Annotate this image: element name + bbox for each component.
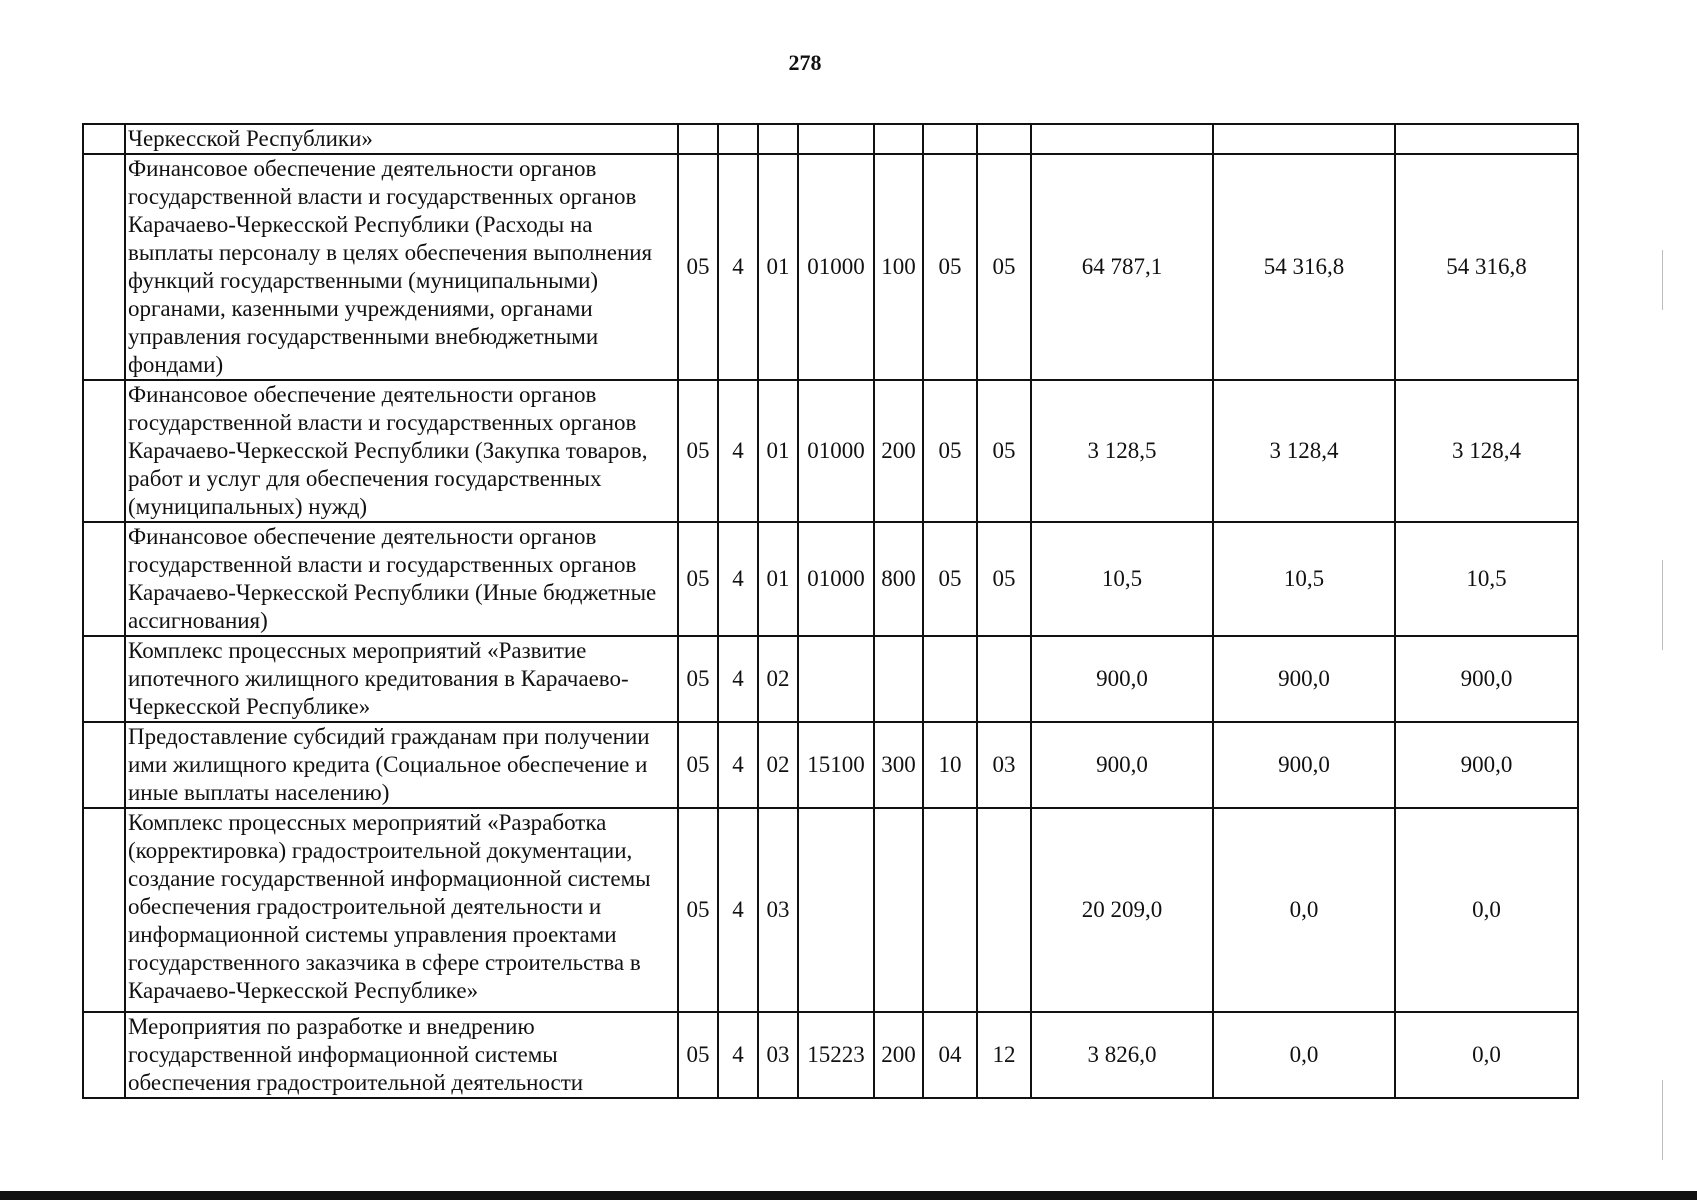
- code-subprogram-cell: 4: [718, 380, 758, 522]
- code-chapter-cell: 05: [923, 522, 977, 636]
- code-subprogram-cell: 4: [718, 722, 758, 808]
- code-element-cell: 02: [758, 722, 798, 808]
- scan-edge-mark: [1662, 1080, 1663, 1160]
- table-row: [83, 636, 1578, 722]
- code-subprogram-cell: 4: [718, 1012, 758, 1098]
- code-expense-type-cell: 200: [874, 380, 923, 522]
- amount-year-2-cell: 900,0: [1213, 636, 1395, 722]
- amount-year-2-cell: [1213, 124, 1395, 154]
- table-row: [83, 154, 1578, 380]
- code-subchapter-cell: 05: [977, 522, 1031, 636]
- amount-year-3-cell: [1395, 124, 1578, 154]
- code-section-cell: 05: [678, 1012, 718, 1098]
- code-section-cell: 05: [678, 154, 718, 380]
- amount-year-1-cell: 20 209,0: [1031, 808, 1213, 1012]
- scan-edge-mark: [1662, 560, 1663, 650]
- table-row: [83, 380, 1578, 522]
- code-subchapter-cell: 05: [977, 380, 1031, 522]
- description-cell: Финансовое обеспечение деятельности органов государственной власти и государственных органов Карачаево-Черкесской Республики (Закупка товаров, работ и услуг для обеспечения государственных (муниципальных) нужд): [125, 380, 678, 522]
- row-number-cell: [83, 722, 125, 808]
- row-number-cell: [83, 1012, 125, 1098]
- code-subprogram-cell: 4: [718, 636, 758, 722]
- amount-year-1-cell: [1031, 124, 1213, 154]
- code-direction-cell: 01000: [798, 154, 874, 380]
- code-section-cell: [678, 124, 718, 154]
- description-cell: Комплекс процессных мероприятий «Разработка (корректировка) градостроительной документации, создание государственной информационной системы обеспечения градостроительной деятельности и информационной системы управления проектами государственного заказчика в сфере строительства в Карачаево-Черкесской Республике»: [125, 808, 678, 1012]
- code-subchapter-cell: [977, 636, 1031, 722]
- code-expense-type-cell: [874, 124, 923, 154]
- code-expense-type-cell: [874, 636, 923, 722]
- code-chapter-cell: [923, 636, 977, 722]
- code-element-cell: 01: [758, 522, 798, 636]
- description-cell: Предоставление субсидий гражданам при получении ими жилищного кредита (Социальное обеспечение и иные выплаты населению): [125, 722, 678, 808]
- code-subchapter-cell: 03: [977, 722, 1031, 808]
- code-expense-type-cell: 800: [874, 522, 923, 636]
- amount-year-1-cell: 64 787,1: [1031, 154, 1213, 380]
- code-section-cell: 05: [678, 380, 718, 522]
- code-element-cell: 02: [758, 636, 798, 722]
- table-row: [83, 1012, 1578, 1098]
- code-direction-cell: 01000: [798, 380, 874, 522]
- amount-year-2-cell: 0,0: [1213, 1012, 1395, 1098]
- code-chapter-cell: [923, 808, 977, 1012]
- table-row: [83, 124, 1578, 154]
- amount-year-2-cell: 900,0: [1213, 722, 1395, 808]
- code-element-cell: 03: [758, 808, 798, 1012]
- code-expense-type-cell: 100: [874, 154, 923, 380]
- table-row: [83, 808, 1578, 1012]
- code-direction-cell: 15223: [798, 1012, 874, 1098]
- code-chapter-cell: [923, 124, 977, 154]
- code-element-cell: 01: [758, 154, 798, 380]
- amount-year-1-cell: 900,0: [1031, 636, 1213, 722]
- code-subprogram-cell: 4: [718, 808, 758, 1012]
- table-row: [83, 522, 1578, 636]
- code-section-cell: 05: [678, 522, 718, 636]
- code-direction-cell: 15100: [798, 722, 874, 808]
- code-subprogram-cell: 4: [718, 154, 758, 380]
- budget-table: [82, 123, 1579, 1099]
- code-expense-type-cell: 200: [874, 1012, 923, 1098]
- code-subprogram-cell: [718, 124, 758, 154]
- amount-year-1-cell: 10,5: [1031, 522, 1213, 636]
- table-body: [83, 124, 1578, 1098]
- amount-year-3-cell: 54 316,8: [1395, 154, 1578, 380]
- row-number-cell: [83, 636, 125, 722]
- code-direction-cell: [798, 808, 874, 1012]
- page-number: 278: [788, 50, 822, 75]
- row-number-cell: [83, 808, 125, 1012]
- scan-bottom-bar: [0, 1191, 1697, 1200]
- amount-year-2-cell: 10,5: [1213, 522, 1395, 636]
- row-number-cell: [83, 380, 125, 522]
- amount-year-3-cell: 3 128,4: [1395, 380, 1578, 522]
- row-number-cell: [83, 124, 125, 154]
- code-section-cell: 05: [678, 808, 718, 1012]
- code-chapter-cell: 04: [923, 1012, 977, 1098]
- code-direction-cell: [798, 636, 874, 722]
- description-cell: Комплекс процессных мероприятий «Развитие ипотечного жилищного кредитования в Карачаево-Черкесской Республике»: [125, 636, 678, 722]
- scan-edge-mark: [1662, 250, 1663, 310]
- description-cell: Черкесской Республики»: [125, 124, 678, 154]
- amount-year-3-cell: 0,0: [1395, 1012, 1578, 1098]
- code-subchapter-cell: [977, 808, 1031, 1012]
- amount-year-1-cell: 3 826,0: [1031, 1012, 1213, 1098]
- amount-year-3-cell: 900,0: [1395, 636, 1578, 722]
- row-number-cell: [83, 522, 125, 636]
- row-number-cell: [83, 154, 125, 380]
- code-element-cell: [758, 124, 798, 154]
- code-subchapter-cell: 05: [977, 154, 1031, 380]
- amount-year-3-cell: 10,5: [1395, 522, 1578, 636]
- code-element-cell: 03: [758, 1012, 798, 1098]
- code-expense-type-cell: 300: [874, 722, 923, 808]
- code-direction-cell: [798, 124, 874, 154]
- table-row: [83, 722, 1578, 808]
- description-cell: Мероприятия по разработке и внедрению государственной информационной системы обеспечения градостроительной деятельности: [125, 1012, 678, 1098]
- description-cell: Финансовое обеспечение деятельности органов государственной власти и государственных органов Карачаево-Черкесской Республики (Иные бюджетные ассигнования): [125, 522, 678, 636]
- code-subprogram-cell: 4: [718, 522, 758, 636]
- amount-year-1-cell: 3 128,5: [1031, 380, 1213, 522]
- code-direction-cell: 01000: [798, 522, 874, 636]
- code-chapter-cell: 05: [923, 154, 977, 380]
- amount-year-3-cell: 0,0: [1395, 808, 1578, 1012]
- code-subchapter-cell: 12: [977, 1012, 1031, 1098]
- code-chapter-cell: 10: [923, 722, 977, 808]
- amount-year-3-cell: 900,0: [1395, 722, 1578, 808]
- amount-year-2-cell: 0,0: [1213, 808, 1395, 1012]
- amount-year-2-cell: 54 316,8: [1213, 154, 1395, 380]
- code-section-cell: 05: [678, 722, 718, 808]
- code-chapter-cell: 05: [923, 380, 977, 522]
- code-subchapter-cell: [977, 124, 1031, 154]
- amount-year-2-cell: 3 128,4: [1213, 380, 1395, 522]
- code-element-cell: 01: [758, 380, 798, 522]
- amount-year-1-cell: 900,0: [1031, 722, 1213, 808]
- code-section-cell: 05: [678, 636, 718, 722]
- code-expense-type-cell: [874, 808, 923, 1012]
- description-cell: Финансовое обеспечение деятельности органов государственной власти и государственных органов Карачаево-Черкесской Республики (Расходы на выплаты персоналу в целях обеспечения выполнения функций государственными (муниципальными) органами, казенными учреждениями, органами управления государственными внебюджетными фондами): [125, 154, 678, 380]
